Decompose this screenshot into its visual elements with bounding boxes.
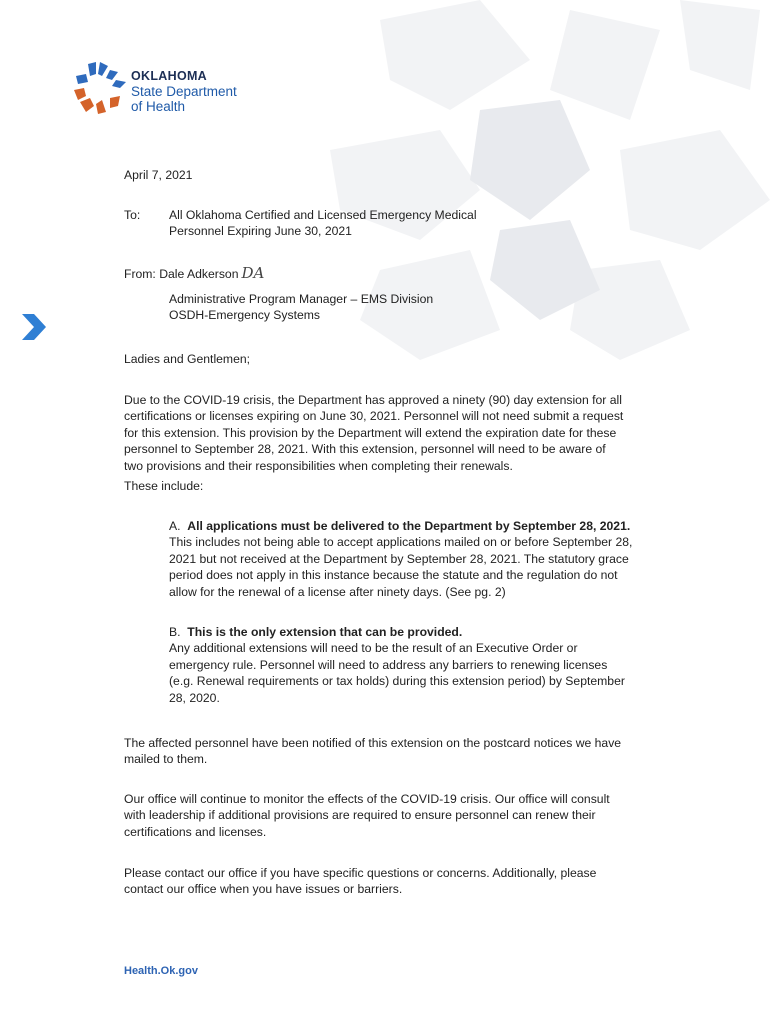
- paragraph-line: two provisions and their responsibilities when completing their renewals.: [124, 458, 513, 473]
- provision-b-line: Any additional extensions will need to be the result of an Executive Order or: [169, 641, 578, 656]
- paragraph-line: with leadership if additional provisions are required to ensure personnel can renew their: [124, 808, 596, 823]
- provision-a: [169, 518, 709, 600]
- to-label: To:: [124, 208, 141, 222]
- paragraph-line: personnel to September 28, 2021. With this extension, personnel will need to be aware of: [124, 442, 606, 457]
- paragraph-notified: [124, 735, 704, 768]
- provision-a-heading: [169, 518, 709, 534]
- chevron-right-icon[interactable]: [22, 314, 46, 340]
- osdh-logo: [72, 60, 272, 116]
- provision-b-line: (e.g. Renewal requirements or tax holds) during this extension period) by September: [169, 674, 625, 689]
- salutation: Ladies and Gentlemen;: [124, 352, 251, 366]
- logo-oklahoma-text: OKLAHOMA: [131, 69, 208, 83]
- paragraph-line: for this extension. This provision by the Department will extend the expiration date for these: [124, 425, 617, 440]
- paragraph-intro: [124, 392, 704, 474]
- provision-b-title: This is the only extension that can be provided.: [187, 625, 463, 639]
- paragraph-line: mailed to them.: [124, 752, 208, 767]
- from-title-line: Administrative Program Manager – EMS Division: [169, 292, 434, 306]
- paragraph-line: Please contact our office if you have specific questions or concerns. Additionally, please: [124, 866, 597, 880]
- paragraph-contact: [124, 865, 704, 898]
- paragraph-line: contact our office when you have issues or barriers.: [124, 882, 403, 897]
- oklahoma-star-logo-icon: [72, 60, 128, 116]
- provision-a-title: All applications must be delivered to the Department by September 28, 2021.: [187, 519, 631, 533]
- provision-b-line: 28, 2020.: [169, 690, 220, 705]
- signature-initials: DA: [241, 264, 265, 282]
- provision-a-line: allow for the renewal of a license after ninety days. (See pg. 2): [169, 584, 506, 599]
- paragraph-line: certifications and licenses.: [124, 824, 267, 839]
- letter-date: April 7, 2021: [124, 168, 193, 182]
- provision-a-letter: A.: [169, 519, 181, 533]
- from-line: [124, 265, 264, 282]
- logo-of-health-text: of Health: [131, 99, 186, 114]
- logo-state-department-text: State Department: [131, 84, 237, 99]
- from-name: From: Dale Adkerson: [124, 267, 239, 281]
- provision-a-line: 2021 but not received at the Department by September 28, 2021. The statutory grace: [169, 551, 629, 566]
- to-line: All Oklahoma Certified and Licensed Emergency Medical: [169, 208, 477, 222]
- from-titles: [169, 291, 433, 324]
- these-include-line: These include:: [124, 479, 204, 493]
- paragraph-line: certifications or licenses expiring on June 30, 2021. Personnel will not need submit a request: [124, 409, 624, 424]
- provision-b-heading: [169, 624, 709, 640]
- paragraph-line: Due to the COVID-19 crisis, the Department has approved a ninety (90) day extension for all: [124, 393, 622, 407]
- provision-b-line: emergency rule. Personnel will need to address any barriers to renewing licenses: [169, 657, 608, 672]
- from-title-line: OSDH-Emergency Systems: [169, 308, 321, 323]
- provision-b: [169, 624, 709, 706]
- to-recipient: [169, 207, 477, 240]
- paragraph-monitor: [124, 791, 704, 840]
- paragraph-line: The affected personnel have been notified of this extension on the postcard notices we have: [124, 736, 622, 750]
- provision-b-letter: B.: [169, 625, 181, 639]
- provision-a-line: period does not apply in this instance because the statute and the regulation do not: [169, 568, 618, 583]
- provision-a-line: This includes not being able to accept applications mailed on or before September 28,: [169, 535, 633, 550]
- to-line: Personnel Expiring June 30, 2021: [169, 224, 352, 239]
- paragraph-line: Our office will continue to monitor the effects of the COVID-19 crisis. Our office will consult: [124, 792, 610, 806]
- footer-website-link[interactable]: Health.Ok.gov: [124, 965, 198, 977]
